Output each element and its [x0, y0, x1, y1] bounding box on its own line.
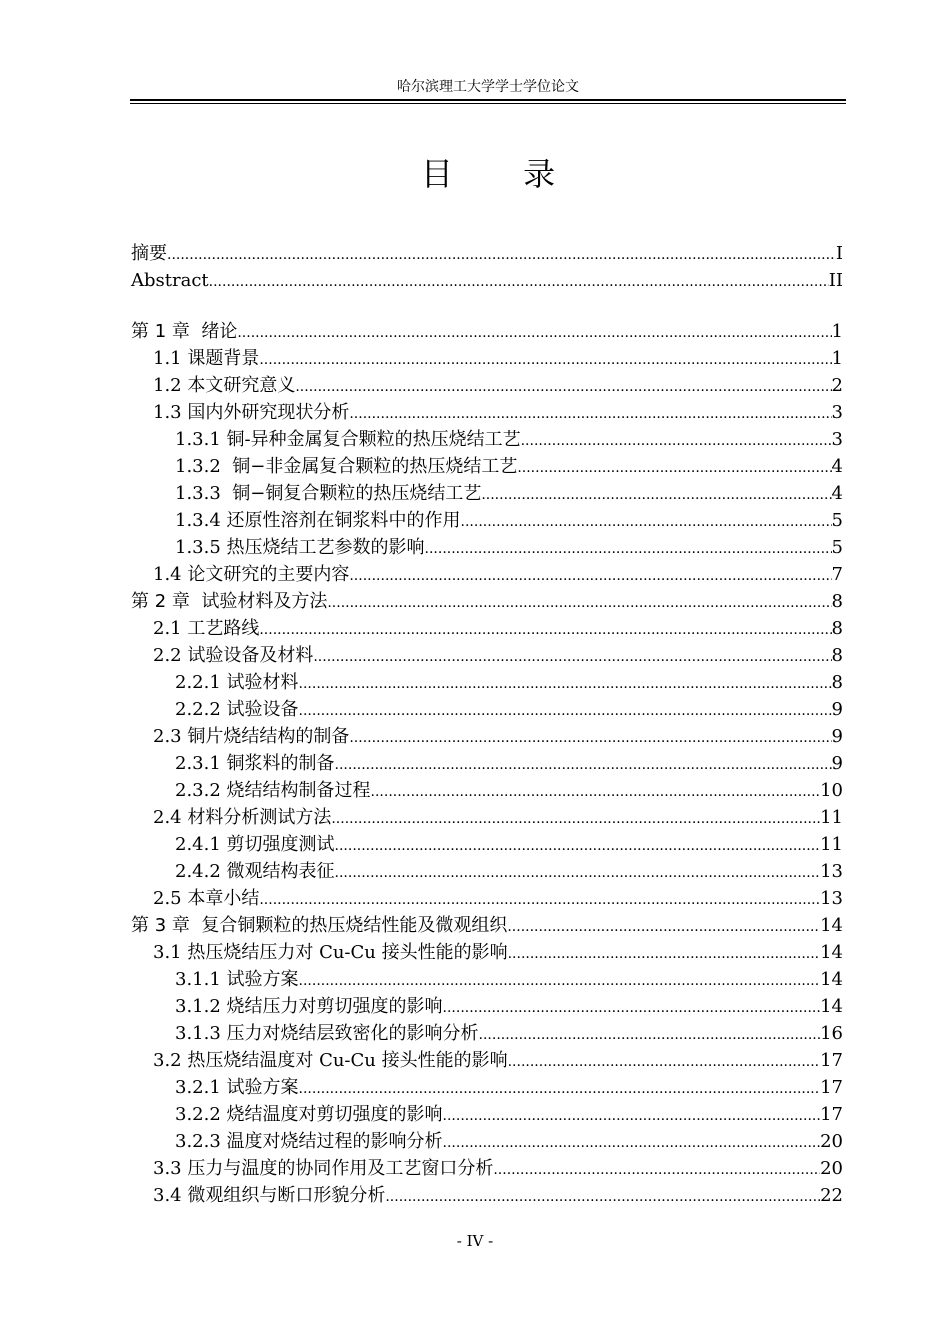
toc-entry-page: 14: [820, 915, 843, 936]
toc-entry-label: 摘要: [131, 243, 167, 264]
toc-entry-page: 13: [820, 861, 843, 882]
header-rule-thick: [130, 99, 846, 101]
toc-leader-dots: [508, 941, 820, 968]
toc-entry-label: 第 1 章 绪论: [131, 321, 238, 342]
toc-entry-page: 16: [820, 1023, 843, 1044]
toc-entry-page: 3: [831, 402, 843, 423]
toc-entry[interactable]: [131, 858, 843, 885]
toc-entry-label: 1.4 论文研究的主要内容: [153, 564, 350, 585]
toc-leader-dots: [349, 563, 831, 590]
toc-entry-label: 2.3.2 烧结结构制备过程: [175, 780, 371, 801]
toc-entry[interactable]: [131, 750, 843, 777]
toc-leader-dots: [493, 1157, 820, 1184]
toc-entry-page: 14: [820, 969, 843, 990]
toc-leader-dots: [508, 1049, 820, 1076]
toc-entry[interactable]: [131, 912, 843, 939]
toc-entry-label: 3.1.3 压力对烧结层致密化的影响分析: [175, 1023, 479, 1044]
running-header: 哈尔滨理工大学学士学位论文: [397, 79, 579, 95]
toc-entry[interactable]: [131, 642, 843, 669]
toc-leader-dots: [259, 347, 831, 374]
toc-entry-label: 3.2 热压烧结温度对 Cu-Cu 接头性能的影响: [153, 1050, 508, 1071]
toc-entry[interactable]: [131, 507, 843, 534]
toc-leader-dots: [349, 401, 831, 428]
toc-entry-label: 2.3.1 铜浆料的制备: [175, 753, 335, 774]
toc-entry[interactable]: [131, 1020, 843, 1047]
toc-leader-dots: [299, 1076, 821, 1103]
toc-entry[interactable]: [131, 534, 843, 561]
toc-leader-dots: [443, 1130, 821, 1157]
toc-leader-dots: [299, 968, 821, 995]
toc-entry-page: 17: [820, 1050, 843, 1071]
toc-entry-page: 8: [831, 645, 843, 666]
toc-entry-label: 2.4.1 剪切强度测试: [175, 834, 335, 855]
toc-entry[interactable]: [131, 885, 843, 912]
toc-entry[interactable]: [131, 669, 843, 696]
toc-entry-label: 3.1.2 烧结压力对剪切强度的影响: [175, 996, 443, 1017]
toc-entry[interactable]: [131, 318, 843, 345]
toc-entry[interactable]: [131, 993, 843, 1020]
toc-entry[interactable]: [131, 561, 843, 588]
toc-leader-dots: [167, 242, 836, 269]
toc-entry-page: 4: [831, 483, 843, 504]
toc-entry[interactable]: [131, 480, 843, 507]
toc-entry-page: 9: [831, 726, 843, 747]
toc-entry-page: 8: [831, 618, 843, 639]
toc-leader-dots: [443, 1103, 821, 1130]
toc-entry-page: 4: [831, 456, 843, 477]
toc-entry-label: 第 3 章 复合铜颗粒的热压烧结性能及微观组织: [131, 915, 508, 936]
toc-entry-page: 3: [831, 429, 843, 450]
toc-entry-page: 11: [820, 834, 843, 855]
toc-entry-page: 7: [831, 564, 843, 585]
toc-entry-label: 2.4.2 微观结构表征: [175, 861, 335, 882]
toc-entry-label: 1.1 课题背景: [153, 348, 260, 369]
toc-entry-label: 2.2.1 试验材料: [175, 672, 299, 693]
toc-leader-dots: [461, 509, 832, 536]
toc-leader-dots: [299, 698, 832, 725]
toc-entry[interactable]: [131, 831, 843, 858]
page-number: - IV -: [456, 1232, 494, 1250]
toc-entry-label: 1.3.2 铜−非金属复合颗粒的热压烧结工艺: [175, 456, 518, 477]
toc-entry-page: II: [828, 270, 843, 291]
toc-entry-label: 1.3.4 还原性溶剂在铜浆料中的作用: [175, 510, 461, 531]
toc-leader-dots: [425, 536, 832, 563]
toc-entry[interactable]: [131, 345, 843, 372]
toc-entry-label: Abstract: [131, 270, 209, 291]
toc-entry-page: 2: [831, 375, 843, 396]
toc-entry[interactable]: [131, 267, 843, 294]
toc-entry-label: 第 2 章 试验材料及方法: [131, 591, 328, 612]
toc-entry-page: 1: [831, 348, 843, 369]
toc-entry-page: 9: [831, 753, 843, 774]
toc-entry-label: 2.2.2 试验设备: [175, 699, 299, 720]
toc-entry-page: 8: [831, 591, 843, 612]
toc-leader-dots: [209, 269, 829, 296]
toc-entry-page: 1: [831, 321, 843, 342]
toc-entry-label: 1.3.3 铜−铜复合颗粒的热压烧结工艺: [175, 483, 482, 504]
toc-entry-page: 22: [820, 1185, 843, 1206]
toc-entry-page: 9: [831, 699, 843, 720]
toc-leader-dots: [349, 725, 831, 752]
toc-entry[interactable]: [131, 1155, 843, 1182]
toc-entry[interactable]: [131, 1074, 843, 1101]
toc-leader-dots: [517, 455, 831, 482]
toc-entry[interactable]: [131, 696, 843, 723]
toc-entry-label: 2.4 材料分析测试方法: [153, 807, 332, 828]
toc-entry-label: 2.1 工艺路线: [153, 618, 260, 639]
toc-entry[interactable]: [131, 426, 843, 453]
toc-leader-dots: [313, 644, 831, 671]
toc-entry-label: 1.3.1 铜-异种金属复合颗粒的热压烧结工艺: [175, 429, 521, 450]
toc-entry[interactable]: [131, 966, 843, 993]
toc-entry-page: 14: [820, 996, 843, 1017]
toc-leader-dots: [327, 590, 831, 617]
toc-entry[interactable]: [131, 939, 843, 966]
toc-entry-label: 1.2 本文研究意义: [153, 375, 296, 396]
toc-leader-dots: [521, 428, 832, 455]
toc-entry-label: 3.2.1 试验方案: [175, 1077, 299, 1098]
toc-entry-label: 2.5 本章小结: [153, 888, 260, 909]
toc-leader-dots: [295, 374, 831, 401]
toc-entry-label: 1.3 国内外研究现状分析: [153, 402, 350, 423]
toc-leader-dots: [443, 995, 821, 1022]
toc-entry[interactable]: [131, 1101, 843, 1128]
toc-entry-page: 5: [831, 510, 843, 531]
toc-entry[interactable]: [131, 615, 843, 642]
table-of-contents: [131, 240, 843, 1209]
toc-entry[interactable]: [131, 777, 843, 804]
toc-leader-dots: [335, 752, 832, 779]
toc-leader-dots: [507, 914, 820, 941]
toc-entry-page: 14: [820, 942, 843, 963]
toc-leader-dots: [259, 617, 831, 644]
toc-entry-page: 20: [820, 1158, 843, 1179]
toc-entry-label: 3.4 微观组织与断口形貌分析: [153, 1185, 386, 1206]
toc-entry[interactable]: [131, 588, 843, 615]
toc-entry-page: 13: [820, 888, 843, 909]
toc-entry[interactable]: [131, 240, 843, 267]
toc-entry[interactable]: [131, 1047, 843, 1074]
toc-entry-label: 3.3 压力与温度的协同作用及工艺窗口分析: [153, 1158, 494, 1179]
toc-entry[interactable]: [131, 399, 843, 426]
header-rule-thin: [130, 103, 846, 104]
toc-leader-dots: [481, 482, 831, 509]
toc-leader-dots: [335, 833, 821, 860]
toc-entry[interactable]: [131, 1182, 843, 1209]
toc-entry[interactable]: [131, 804, 843, 831]
toc-entry-label: 3.2.2 烧结温度对剪切强度的影响: [175, 1104, 443, 1125]
toc-entry-page: 17: [820, 1104, 843, 1125]
toc-leader-dots: [331, 806, 820, 833]
toc-leader-dots: [371, 779, 821, 806]
toc-entry-page: 20: [820, 1131, 843, 1152]
toc-entry-page: 11: [820, 807, 843, 828]
toc-entry[interactable]: [131, 723, 843, 750]
toc-entry[interactable]: [131, 372, 843, 399]
toc-entry[interactable]: [131, 453, 843, 480]
toc-leader-dots: [299, 671, 832, 698]
page-title: 目 录: [420, 155, 586, 193]
toc-entry-page: I: [835, 243, 843, 264]
toc-leader-dots: [335, 860, 821, 887]
toc-entry-label: 3.1.1 试验方案: [175, 969, 299, 990]
toc-entry-label: 1.3.5 热压烧结工艺参数的影响: [175, 537, 425, 558]
toc-leader-dots: [259, 887, 820, 914]
toc-entry-label: 3.1 热压烧结压力对 Cu-Cu 接头性能的影响: [153, 942, 508, 963]
toc-entry-page: 5: [831, 537, 843, 558]
toc-leader-dots: [479, 1022, 821, 1049]
toc-entry[interactable]: [131, 1128, 843, 1155]
toc-entry-page: 10: [820, 780, 843, 801]
toc-entry-label: 2.3 铜片烧结结构的制备: [153, 726, 350, 747]
toc-leader-dots: [385, 1184, 820, 1211]
toc-entry-label: 2.2 试验设备及材料: [153, 645, 314, 666]
toc-entry-label: 3.2.3 温度对烧结过程的影响分析: [175, 1131, 443, 1152]
toc-leader-dots: [237, 320, 831, 347]
toc-entry-page: 17: [820, 1077, 843, 1098]
toc-entry-page: 8: [831, 672, 843, 693]
